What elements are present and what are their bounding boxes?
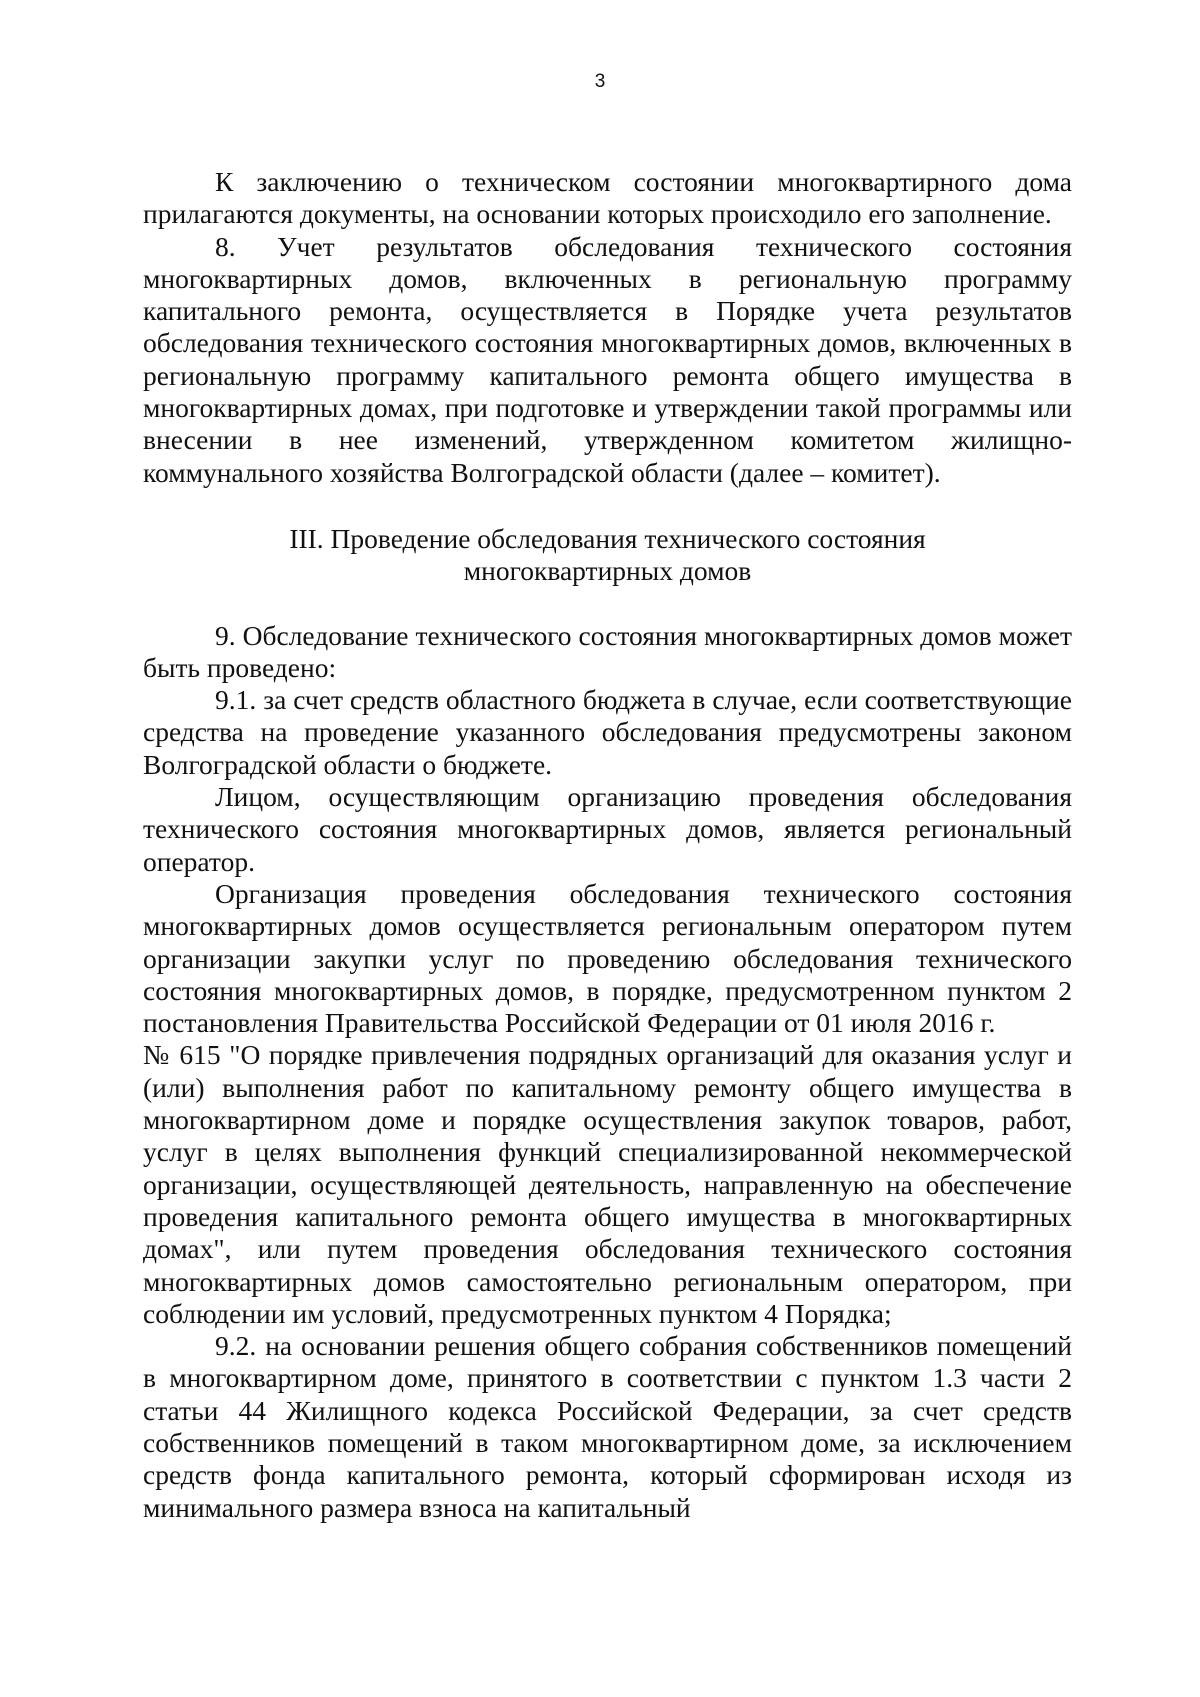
section-heading-line-2: многоквартирных домов <box>463 555 752 587</box>
section-heading <box>143 523 1072 588</box>
paragraph-resolution-615: № 615 "О порядке привлечения подрядных организаций для оказания услуг и (или) выполнения работ по капитальному ремонту общего имущества в многоквартирном доме и порядке осуществления закупок товаров, работ, услуг в целях выполнения функций специализированной некоммерческой организации, осуществляющей деятельность, направленную на обеспечение проведения капитального ремонта общего имущества в многоквартирных домах", или путем проведения обследования технического состояния многоквартирных домов самостоятельно региональным оператором, при соблюдении им условий, предусмотренных пунктом 4 Порядка; <box>143 1039 1072 1329</box>
paragraph-item-9-2: 9.2. на основании решения общего собрания собственников помещений в многоквартирном доме, принятого в соответствии с пунктом 1.3 части 2 статьи 44 Жилищного кодекса Российской Федерации, за счет средств собственников помещений в таком многоквартирном доме, за исключением средств фонда капитального ремонта, который сформирован исходя из минимального размера взноса на капитальный <box>143 1330 1072 1523</box>
section-heading-line-1: III. Проведение обследования технического состояния <box>289 522 926 554</box>
paragraph-attachments: К заключению о техническом состоянии многоквартирного дома прилагаются документы, на основании которых происходило его заполнение. <box>143 166 1072 230</box>
paragraph-organizer: Лицом, осуществляющим организацию проведения обследования технического состояния многоквартирных домов, является региональный оператор. <box>143 781 1072 877</box>
paragraph-item-8: 8. Учет результатов обследования технического состояния многоквартирных домов, включенных в региональную программу капитального ремонта, осуществляется в Порядке учета результатов обследования технического состояния многоквартирных домов, включенных в региональную программу капитального ремонта общего имущества в многоквартирных домах, при подготовке и утверждении такой программы или внесении в нее изменений, утвержденном комитетом жилищно-коммунального хозяйства Волгоградской области (далее – комитет). <box>143 230 1072 488</box>
paragraph-item-9: 9. Обследование технического состояния многоквартирных домов может быть проведено: <box>143 619 1072 683</box>
page-number: 3 <box>594 71 606 92</box>
paragraph-organization: Организация проведения обследования технического состояния многоквартирных домов осуществляется региональным оператором путем организации закупки услуг по проведению обследования технического состояния многоквартирных домов, в порядке, предусмотренном пунктом 2 постановления Правительства Российской Федерации от 01 июля 2016 г. <box>143 877 1072 1039</box>
document-body <box>143 166 1072 1524</box>
paragraph-item-9-1: 9.1. за счет средств областного бюджета в случае, если соответствующие средства на проведение указанного обследования предусмотрены законом Волгоградской области о бюджете. <box>143 684 1072 780</box>
